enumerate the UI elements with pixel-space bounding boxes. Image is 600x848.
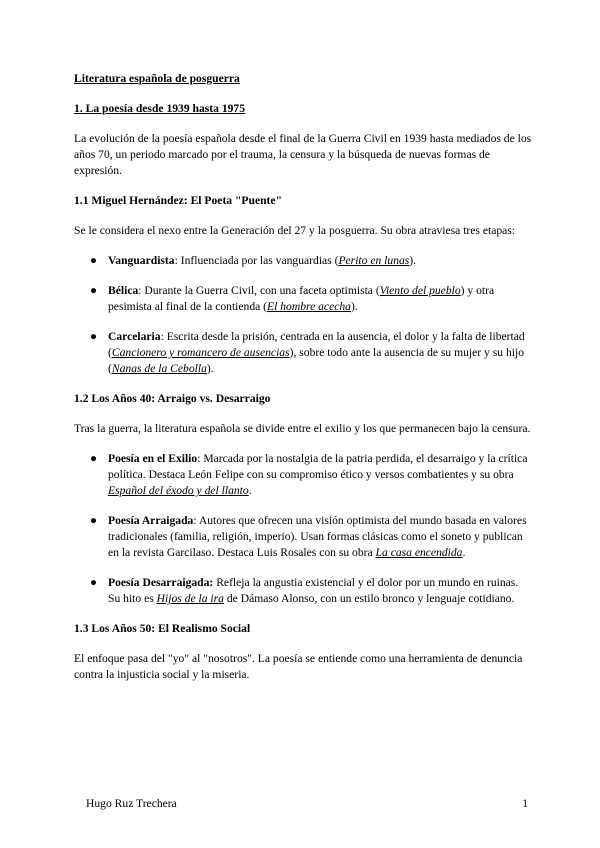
item-text: .	[462, 546, 466, 559]
section-1-3-intro: El enfoque pasa del "yo" al "nosotros". La poesía se entiende como una herramienta de denuncia contra la injusticia social y la miseria.	[74, 652, 523, 681]
item-text: ).	[206, 362, 214, 375]
section-1-1-list	[74, 253, 532, 377]
item-text: : Influenciada por las vanguardias (	[174, 254, 339, 267]
work-title: El hombre acecha	[267, 300, 351, 313]
item-text: ) y otra pesimista al final de la contienda (	[108, 284, 495, 313]
section-1-heading: 1. La poesía desde 1939 hasta 1975	[74, 102, 246, 115]
list-item	[74, 283, 532, 315]
bullet-icon: ●	[90, 284, 98, 297]
document-body	[74, 71, 532, 697]
section-1-3-heading: 1.3 Los Años 50: El Realismo Social	[74, 622, 251, 635]
work-title: Viento del pueblo	[379, 284, 461, 297]
section-1-2-list	[74, 451, 532, 607]
item-text: ), sobre todo ante la ausencia de su mujer y su hijo (	[108, 346, 524, 375]
item-text: ).	[409, 254, 417, 267]
footer-author: Hugo Ruz Trechera	[86, 797, 177, 810]
work-title: Español del éxodo y del llanto	[108, 484, 249, 497]
work-title: Hijos de la ira	[156, 592, 224, 605]
list-item	[74, 253, 532, 269]
section-1-2-intro: Tras la guerra, la literatura española se divide entre el exilio y los que permanecen bajo la censura.	[74, 422, 531, 435]
item-lead: Poesía en el Exilio	[108, 452, 198, 465]
item-text: de Dámaso Alonso, con un estilo bronco y lenguaje cotidiano.	[223, 592, 515, 605]
section-1-1-heading: 1.1 Miguel Hernández: El Poeta "Puente"	[74, 194, 283, 207]
bullet-icon: ●	[90, 452, 98, 465]
section-1-intro: La evolución de la poesía española desde el final de la Guerra Civil en 1939 hasta mediados de los años 70, un periodo marcado por el trauma, la censura y la búsqueda de nuevas formas de expresión.	[74, 132, 532, 177]
list-item	[74, 575, 532, 607]
page-number: 1	[522, 797, 528, 810]
item-text: : Marcada por la nostalgia de la patria perdida, el desarraigo y la crítica política. Destaca León Felipe con su compromiso ético y versos combatientes y su obra	[108, 452, 528, 481]
item-text: .	[248, 484, 252, 497]
bullet-icon: ●	[90, 330, 98, 343]
section-1-2-heading: 1.2 Los Años 40: Arraigo vs. Desarraigo	[74, 392, 271, 405]
document-title: Literatura española de posguerra	[74, 72, 240, 85]
item-text: : Autores que ofrecen una visión optimista del mundo basada en valores tradicionales (familia, religión, imperio). Usan formas clásicas como el soneto y publican en la revista Garcilaso. Destaca Luis Rosales con su obra	[108, 514, 527, 559]
item-lead: Poesía Arraigada	[108, 514, 194, 527]
item-text: Refleja la angustia existencial y el dolor por un mundo en ruinas. Su hito es	[108, 576, 519, 605]
list-item	[74, 513, 532, 561]
item-text: : Durante la Guerra Civil, con una faceta optimista (	[138, 284, 380, 297]
item-lead: Carcelaria	[108, 330, 161, 343]
bullet-icon: ●	[90, 576, 98, 589]
item-text: ).	[350, 300, 358, 313]
item-lead: Vanguardista	[108, 254, 175, 267]
bullet-icon: ●	[90, 514, 98, 527]
item-text: : Escrita desde la prisión, centrada en la ausencia, el dolor y la falta de libertad (	[108, 330, 525, 359]
work-title: Perito en lunas	[338, 254, 410, 267]
item-lead: Poesía Desarraigada:	[108, 576, 214, 589]
section-1-1-intro: Se le considera el nexo entre la Generación del 27 y la posguerra. Su obra atraviesa tres etapas:	[74, 224, 516, 237]
list-item	[74, 451, 532, 499]
item-lead: Bélica	[108, 284, 139, 297]
work-title: La casa encendida	[375, 546, 463, 559]
list-item	[74, 329, 532, 377]
bullet-icon: ●	[90, 254, 98, 267]
work-title: Nanas de la Cebolla	[111, 362, 207, 375]
work-title: Cancionero y romancero de ausencias	[111, 346, 290, 359]
